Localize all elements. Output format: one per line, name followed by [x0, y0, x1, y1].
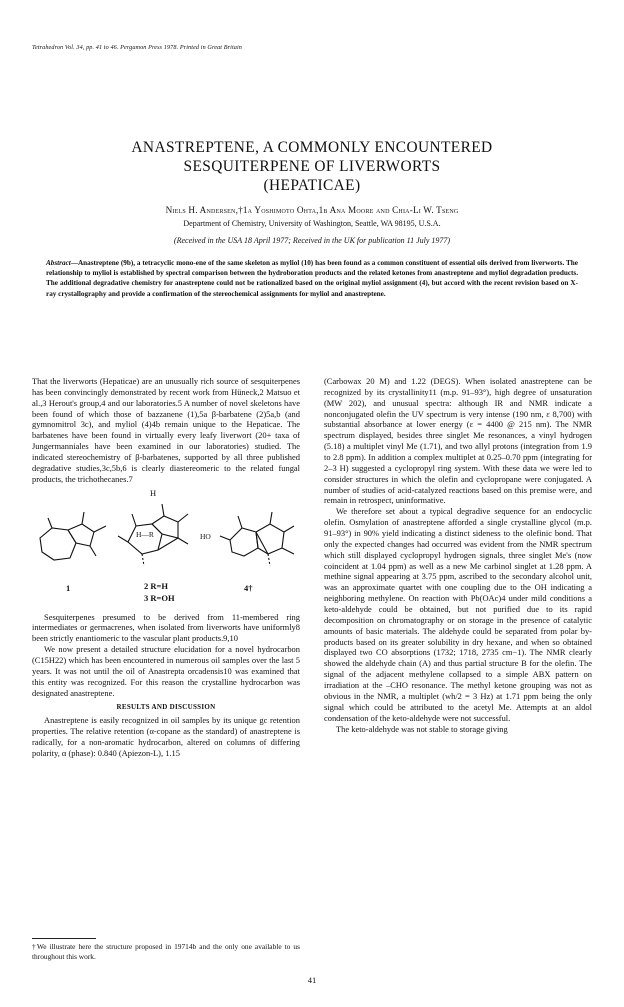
abstract [46, 258, 578, 299]
footnote-rule [32, 938, 96, 939]
title-line-3: (HEPATICAE) [263, 177, 361, 194]
structure-figure [32, 488, 300, 608]
page-number: 41 [307, 975, 317, 985]
authors: Niels H. Andersen,†1a Yoshimoto Ohta,1b Ana Moore and Chia-Li W. Tseng [165, 205, 459, 215]
structure-4-drawing [220, 512, 294, 566]
paper-title [0, 138, 624, 195]
structure-hr-label: H—R [136, 529, 154, 539]
left-column [32, 376, 300, 759]
structure-2-number: 2 R=H [144, 580, 168, 591]
structure-4-number: 4† [244, 582, 253, 593]
structure-h-label: H [150, 487, 157, 498]
abstract-label: Abstract [46, 259, 71, 267]
paragraph-spectra: (Carbowax 20 M) and 1.22 (DEGS). When isolated anastreptene can be recognized by its crystallinity11 (m.p. 91–93°), high degree of unsaturation (MW 202), and unusual spectra: although IR and NMR indicate a nonconjugated olefin the UV spectrum is very intense (190 nm, ε 8,700) with substantial absorbance at lower energy (ε = 4400 @ 215 nm). The NMR spectrum displayed, besides three singlet Me resonances, a vinyl hydrogen (5.18) a multiplet vinyl Me (1.71), and two allyl protons (integration from 1.9 to 2.8 ppm). In addition a complex multiplet at 0.25–0.70 ppm (integrating for 2–3 H) suggested a cyclopropyl ring system. With these data we were led to consider structures in which the olefin and cyclopropane were conjugated. A number of studies of acid-catalyzed reactions based on this premise were, and remain in retrospect, uninformative. [324, 376, 592, 506]
affiliation: Department of Chemistry, University of Washington, Seattle, WA 98195, U.S.A. [183, 219, 441, 228]
section-heading: RESULTS AND DISCUSSION [116, 703, 216, 712]
paragraph-keto-aldehyde: The keto-aldehyde was not stable to storage giving [336, 723, 508, 734]
structure-ho-label: HO [200, 531, 211, 541]
footnote: †We illustrate here the structure proposed in 19714b and the only one available to us throughout this work. [32, 942, 300, 961]
received-dates: (Received in the USA 18 April 1977; Received in the UK for publication 11 July 1977) [173, 236, 451, 245]
structure-1-drawing [40, 512, 106, 560]
paragraph-degradation: We therefore set about a typical degradive sequence for an endocyclic olefin. Osmylation of anastreptene afforded a single crystalline glycol (m.p. 91–93°) in 90% yield indicating a distinct sideness to the olefinic bond. That only the expected changes had occurred was evident from the NMR spectrum which still displayed cyclopropyl hydrogen signals, three singlet Me's (now coincident at 1.04 ppm) as well as a new Me carbinol singlet at 1.28 ppm. A methine signal appearing at 3.75 ppm, ascribed to the secondary alcohol unit, was an approximate quartet with one coupling due to the OH indicating a neighboring methylene. On reaction with Pb(OAc)4 under mild conditions a keto-aldehyde could be obtained, but not purified due to its rapid decomposition on chromatography or on storage in the presence of catalytic amounts of basic materials. The aldehyde could be separated from polar by-products based on its greater solubility in dry hexane, and when so obtained displayed two CO absorptions (1732; 1718, 2735 cm−1). The NMR clearly showed the aldehyde chain (A) and thus partial structure B for the olefin. The signal of the adjacent methylene collapsed to a simple ABX pattern on irradiation at the –CHO resonance. The methyl ketone grouping was not as obvious in the NMR, a multiplet (wh/2 = 3 Hz) at 1.71 ppm being the only signal which could be attributed to the acetyl Me. Attempts at an aldol condensation of the keto-aldehyde were not successful. [324, 506, 592, 723]
paragraph-sesquiterpenes: Sesquiterpenes presumed to be derived from 11-membered ring intermediates or germacrenes, when isolated from liverworts have uniformly8 been strictly enantiomeric to the vascular plant products.9,10 [32, 611, 300, 644]
structure-3-number: 3 R=OH [144, 592, 175, 603]
structure-1-number: 1 [66, 582, 71, 593]
intro-paragraph: That the liverworts (Hepaticae) are an unusually rich source of sesquiterpenes has been convincingly demonstrated by recent work from Hüneck,2 Matsuo et al.,3 Herout's group,4 and our laboratories.5 A number of novel skeletons have been found of which those of bazzanene (1),5a β-barbatene (2)5a,b (and gymnomitrol 3c), and myliol (4)4b remain unique to the Hepaticae. The barbatenes have been found in virtually every leafy liverwort (20+ taxa of Jungermanniales have been examined in our laboratories) studied. The indicated stereochemistry of β-barbatenes, supported by all three published degradative studies,3c,5b,6 is clearly diastereomeric to the related fungal products, the trichothecanes.7 [32, 376, 300, 484]
right-column [324, 376, 592, 734]
title-line-1: ANASTREPTENE, A COMMONLY ENCOUNTERED [131, 139, 493, 156]
title-line-2: SESQUITERPENE OF LIVERWORTS [183, 158, 441, 175]
running-head: Tetrahedron Vol. 34, pp. 41 to 46. Pergamon Press 1978. Printed in Great Britain [32, 44, 243, 51]
paragraph-results: Anastreptene is easily recognized in oil samples by its unique gc retention properties. The relative retention (α-copane as the standard) of anastreptene is radically, for a non-aromatic hydrocarbon, altered on columns of differing polarity, α (phase): 0.840 (Apiezon-L), 1.15 [32, 715, 300, 758]
abstract-text: —Anastreptene (9b), a tetracyclic mono-ene of the same skeleton as myliol (10) has been found as a common constituent of essential oils derived from liverworts. The relationship to myliol is established by spectral comparison between the hydroboration products and the related ketones from anastreptene and myliol degradation products. The additional degradative chemistry for anastreptene could not be rationalized based on the original myliol assignment (4), but accord with the recent revision based on X-ray crystallography and provide a confirmation of the stereochemical assignments for myliol and anastreptene. [46, 259, 578, 298]
paragraph-structure-elucidation: We now present a detailed structure elucidation for a novel hydrocarbon (C15H22) which has been encountered in numerous oil samples over the last 5 years. It was not until the oil of Anastrepta orcadensis10 was examined that this entity was recognized. For this reason the crystalline hydrocarbon was designated anastreptene. [32, 644, 300, 698]
